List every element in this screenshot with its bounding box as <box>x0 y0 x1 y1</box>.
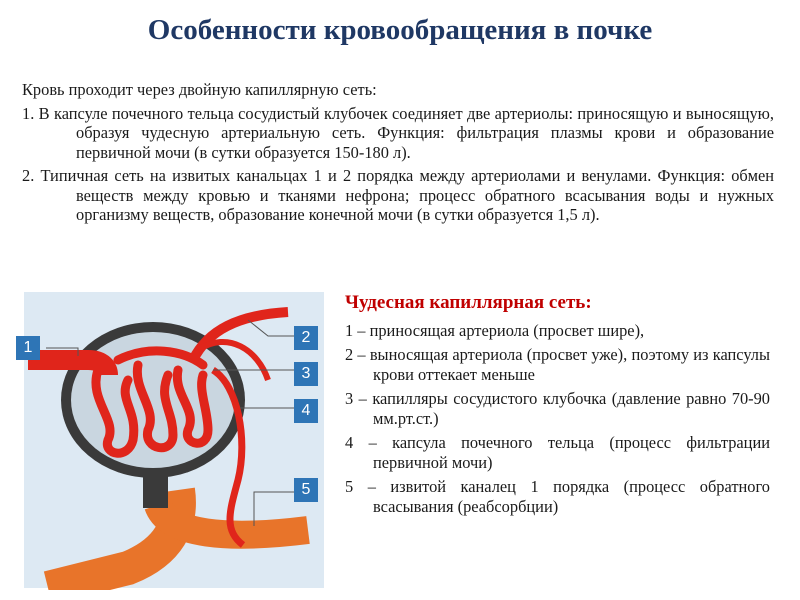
slide-title: Особенности кровообращения в почке <box>147 14 653 46</box>
legend-block <box>345 290 770 521</box>
legend-item: 5 – извитой каналец 1 порядка (процесс обратного всасывания (реабсорбции) <box>345 477 770 516</box>
kidney-figure <box>8 290 338 590</box>
legend-item: 4 – капсула почечного тельца (процесс фильтрации первичной мочи) <box>345 433 770 472</box>
figure-label-1: 1 <box>16 336 40 360</box>
paragraph-1: 1. В капсуле почечного тельца сосудистый клубочек соединяет две артериолы: приносящую и выносящую, образуя чудесную артериальную сеть. Функция: фильтрация плазмы крови и образование первичной мочи (в сутки образуется 150-180 л). <box>22 103 774 162</box>
intro-block <box>22 80 774 229</box>
intro-line: Кровь проходит через двойную капиллярную сеть: <box>22 80 377 99</box>
figure-label-2: 2 <box>294 326 318 350</box>
figure-label-4: 4 <box>294 399 318 423</box>
legend-item: 3 – капилляры сосудистого клубочка (давление равно 70-90 мм.рт.ст.) <box>345 389 770 428</box>
capsule-neck <box>143 470 168 508</box>
legend-item: 2 – выносящая артериола (просвет уже), поэтому из капсулы крови оттекает меньше <box>345 345 770 384</box>
figure-label-5: 5 <box>294 478 318 502</box>
figure-label-3: 3 <box>294 362 318 386</box>
paragraph-2: 2. Типичная сеть на извитых канальцах 1 и 2 порядка между артериолами и венулами. Функция: обмен веществ между кровью и тканями нефрона; процесс обратного всасывания воды и нужных организму веществ, образование конечной мочи (в сутки образуется 1,5 л). <box>22 166 774 224</box>
glomerulus-illustration <box>8 290 338 590</box>
legend-item: 1 – приносящая артериола (просвет шире), <box>345 320 645 340</box>
legend-heading: Чудесная капиллярная сеть: <box>345 292 592 313</box>
